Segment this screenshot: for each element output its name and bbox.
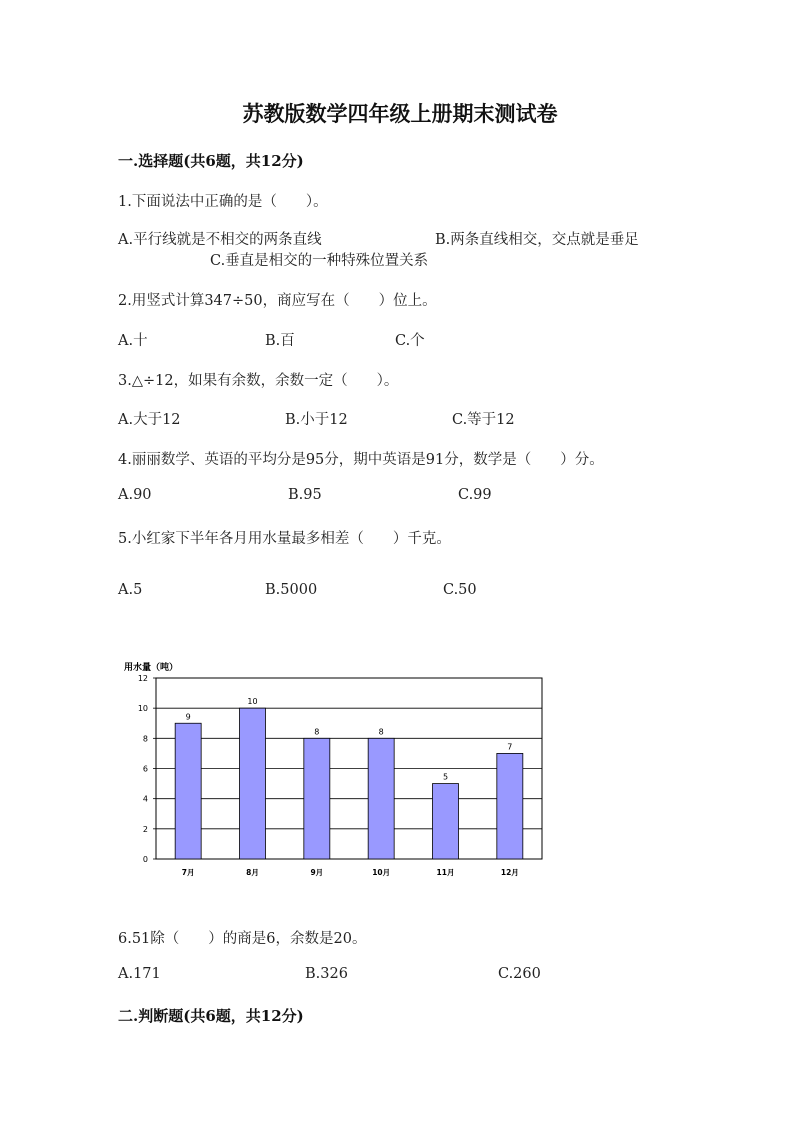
- x-tick-label: 11月: [436, 868, 455, 877]
- y-tick-label: 2: [142, 824, 148, 834]
- bar: [304, 738, 330, 859]
- option-b: B.小于12: [285, 412, 348, 428]
- option-b: B.5000: [265, 582, 318, 598]
- y-tick-label: 12: [137, 674, 148, 683]
- x-tick-label: 8月: [246, 868, 259, 877]
- option-a: A.大于12: [118, 412, 181, 428]
- option-c: C.50: [443, 582, 477, 598]
- x-tick-label: 7月: [181, 868, 195, 877]
- option-c: C.等于12: [452, 412, 515, 428]
- question-stem: 1.下面说法中正确的是（ ）。: [118, 194, 328, 210]
- y-tick-label: 0: [142, 855, 148, 864]
- question-stem: 2.用竖式计算347÷50，商应写在（ ）位上。: [118, 293, 437, 309]
- data-label: 8: [378, 727, 384, 737]
- bar: [175, 723, 201, 859]
- x-tick-label: 12月: [500, 868, 519, 877]
- question-stem: 5.小红家下半年各月用水量最多相差（ ）千克。: [118, 531, 451, 547]
- option-b: B.95: [288, 487, 322, 503]
- question-stem: 4.丽丽数学、英语的平均分是95分，期中英语是91分，数学是（ ）分。: [118, 452, 604, 468]
- option-a: A.5: [118, 582, 143, 598]
- option-b: B.326: [305, 966, 348, 982]
- y-axis-label: 用水量（吨）: [124, 663, 179, 673]
- x-tick-label: 9月: [310, 868, 324, 877]
- option-c: C.垂直是相交的一种特殊位置关系: [210, 253, 429, 269]
- question-stem: 3.△÷12，如果有余数，余数一定（ ）。: [118, 373, 399, 389]
- x-tick-label: 10月: [372, 868, 391, 877]
- bar: [240, 708, 266, 859]
- data-label: 10: [247, 697, 258, 707]
- option-b: B.两条直线相交，交点就是垂足: [435, 232, 639, 248]
- option-a: A.90: [118, 487, 152, 503]
- question-stem: 6.51除（ ）的商是6，余数是20。: [118, 931, 367, 947]
- option-a: A.171: [118, 966, 161, 982]
- y-tick-label: 4: [142, 794, 148, 804]
- data-label: 9: [185, 712, 191, 722]
- option-c: C.个: [395, 333, 425, 349]
- section-heading-choice: 一.选择题(共6题，共12分): [118, 152, 304, 170]
- option-a: A.平行线就是不相交的两条直线: [118, 232, 322, 248]
- y-tick-label: 8: [142, 734, 148, 744]
- option-c: C.99: [458, 487, 492, 503]
- data-label: 5: [442, 772, 449, 782]
- data-label: 8: [314, 727, 320, 737]
- option-c: C.260: [498, 966, 541, 982]
- data-label: 7: [507, 742, 513, 752]
- bar: [368, 738, 394, 859]
- option-a: A.十: [118, 333, 148, 349]
- water-usage-bar-chart: [118, 656, 558, 886]
- y-tick-label: 10: [137, 704, 148, 714]
- bar: [497, 753, 523, 859]
- option-b: B.百: [265, 333, 295, 349]
- page-title: 苏教版数学四年级上册期末测试卷: [242, 101, 558, 126]
- bar: [433, 784, 459, 859]
- y-tick-label: 6: [142, 764, 148, 774]
- section-heading-judgement: 二.判断题(共6题，共12分): [118, 1007, 304, 1025]
